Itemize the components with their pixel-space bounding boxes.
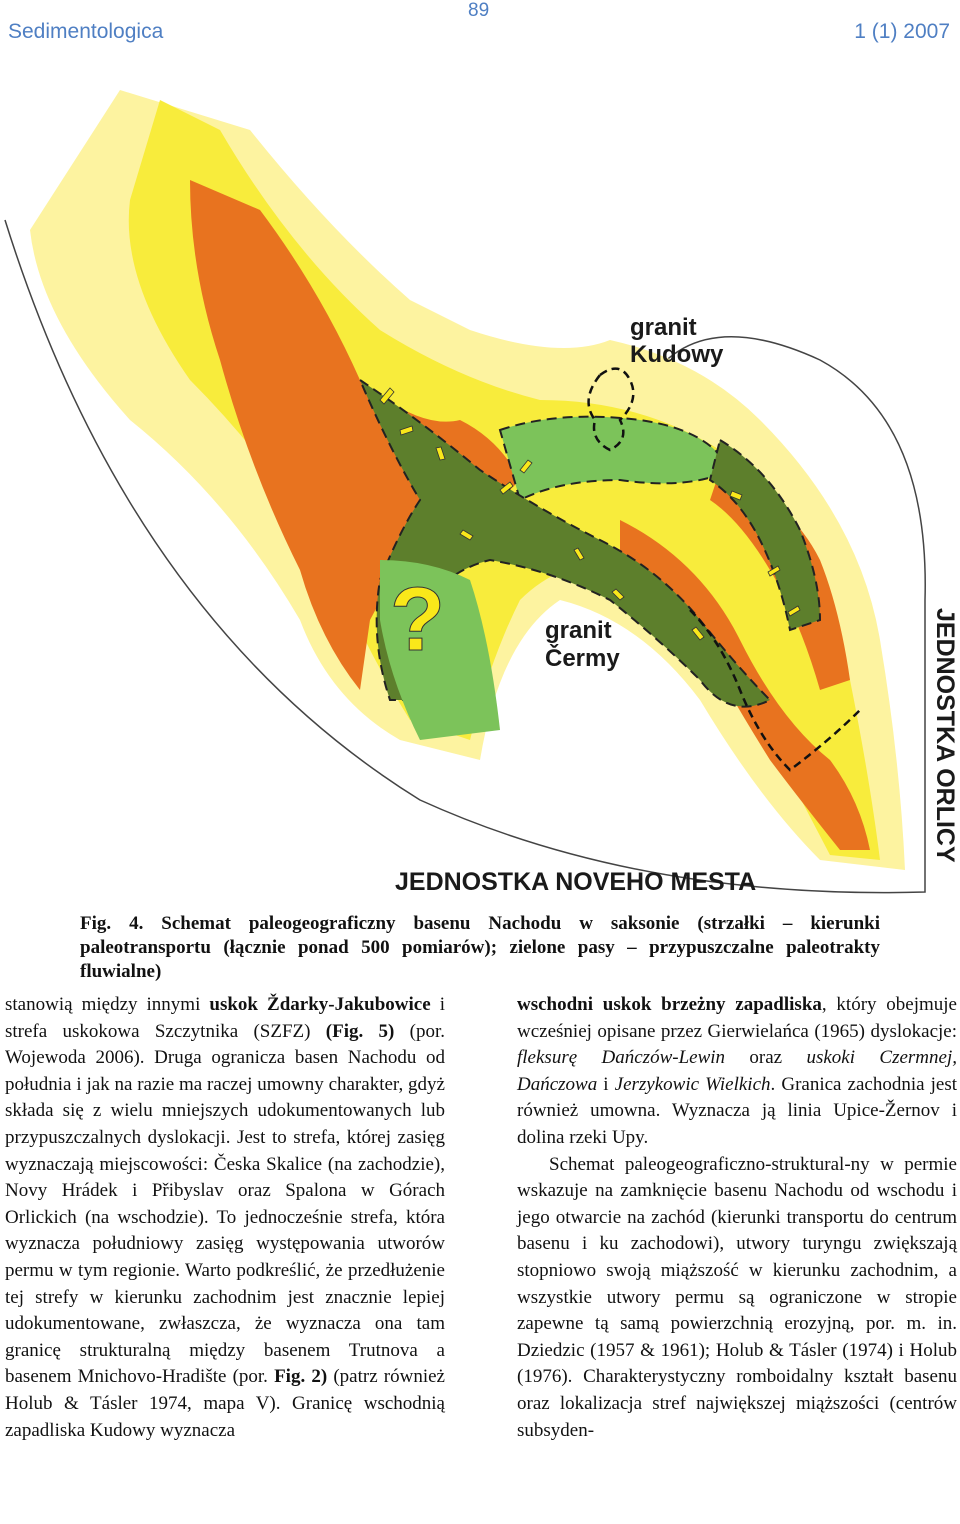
paleogeographic-map — [0, 55, 960, 905]
issue-number: 1 (1) 2007 — [854, 20, 950, 43]
label-granit-cermy-2: Čermy — [545, 645, 620, 672]
label-granit-kudowy-2: Kudowy — [630, 341, 724, 368]
left-paragraph: stanowią między innymi uskok Ždarky-Jakubowice i strefa uskokowa Szczytnika (SZFZ) (Fig. 5) (por. Wojewoda 2006). Druga ogranicza basen Nachodu od południa i jak na razie ma raczej umowny charakter, gdyż składa się z wielu mniejszych udokumentowanych lub przypuszczalnych dyslokacji. Jest to strefa, której zasięg wyznaczają miejscowości: Česka Skalice (na zachodzie), Novy Hrádek i Přibyslav oraz Spalona w Górach Orlickich (na wschodzie). To jednocześnie strefa, która wyznacza południowy zasięg występowania utworów permu w tym regionie. Warto podkreślić, że przedłużenie tej strefy w kierunku zachodnim jest znacznie lepiej udokumentowane, zwłaszcza, że wyznacza ona tam granicę strukturalną między basenem Trutnova a basenem Mnichovo-Hradište (por. Fig. 2) (patrz również Holub & Tásler 1974, mapa V). Granicę wschodnią zapadliska Kudowy wyznacza — [5, 994, 445, 1441]
caption-label: Fig. 4. — [80, 913, 144, 934]
label-jednostka-orlicy: JEDNOSTKA ORLICY — [931, 608, 959, 863]
figure-caption — [80, 912, 880, 984]
label-jednostka-noveho-mesta: JEDNOSTKA NOVEHO MESTA — [395, 868, 757, 896]
right-paragraph-2: Schemat paleogeograficzno-struktural-ny w permie wskazuje na zamknięcie basenu Nachodu od wschodu i jego otwarcie na zachód (kierunki transportu do centrum basenu i ku zachodowi), utwory turyngu zwiększają stopniowo swoją miąższość w kierunku zachodnim, a wszystkie utwory permu są ograniczone w stropie zapewne tą samą powierzchnią erozyjną, por. m. in. Dziedzic (1957 & 1961); Holub & Tásler (1974) i Holub (1976). Charakterystyczny romboidalny kształt basenu oraz lokalizacja stref największej miąższości (centrów subsyden- — [517, 1153, 957, 1441]
question-mark: ? — [390, 570, 445, 670]
right-paragraph-1: wschodni uskok brzeżny zapadliska, który obejmuje wcześniej opisane przez Gierwielańca (1965) dyslokacje: fleksurę Dańczów-Lewin oraz uskoki Czermnej, Dańczowa i Jerzykowic Wielkich. Granica zachodnia jest również umowna. Wyznacza ją linia Upice-Žernov i dolina rzeki Upy. — [517, 994, 957, 1148]
page-number: 89 — [468, 0, 490, 21]
label-granit-cermy-1: granit — [545, 617, 612, 644]
label-granit-kudowy-1: granit — [630, 314, 697, 341]
right-column — [517, 992, 957, 1444]
journal-title: Sedimentologica — [8, 20, 164, 43]
left-column — [5, 992, 445, 1444]
caption-text: Schemat paleogeograficzny basenu Nachodu w saksonie (strzałki – kierunki paleotransportu (łącznie ponad 500 pomiarów); zielone pasy – przypuszczalne paleotrakty fluwialne) — [80, 913, 881, 982]
